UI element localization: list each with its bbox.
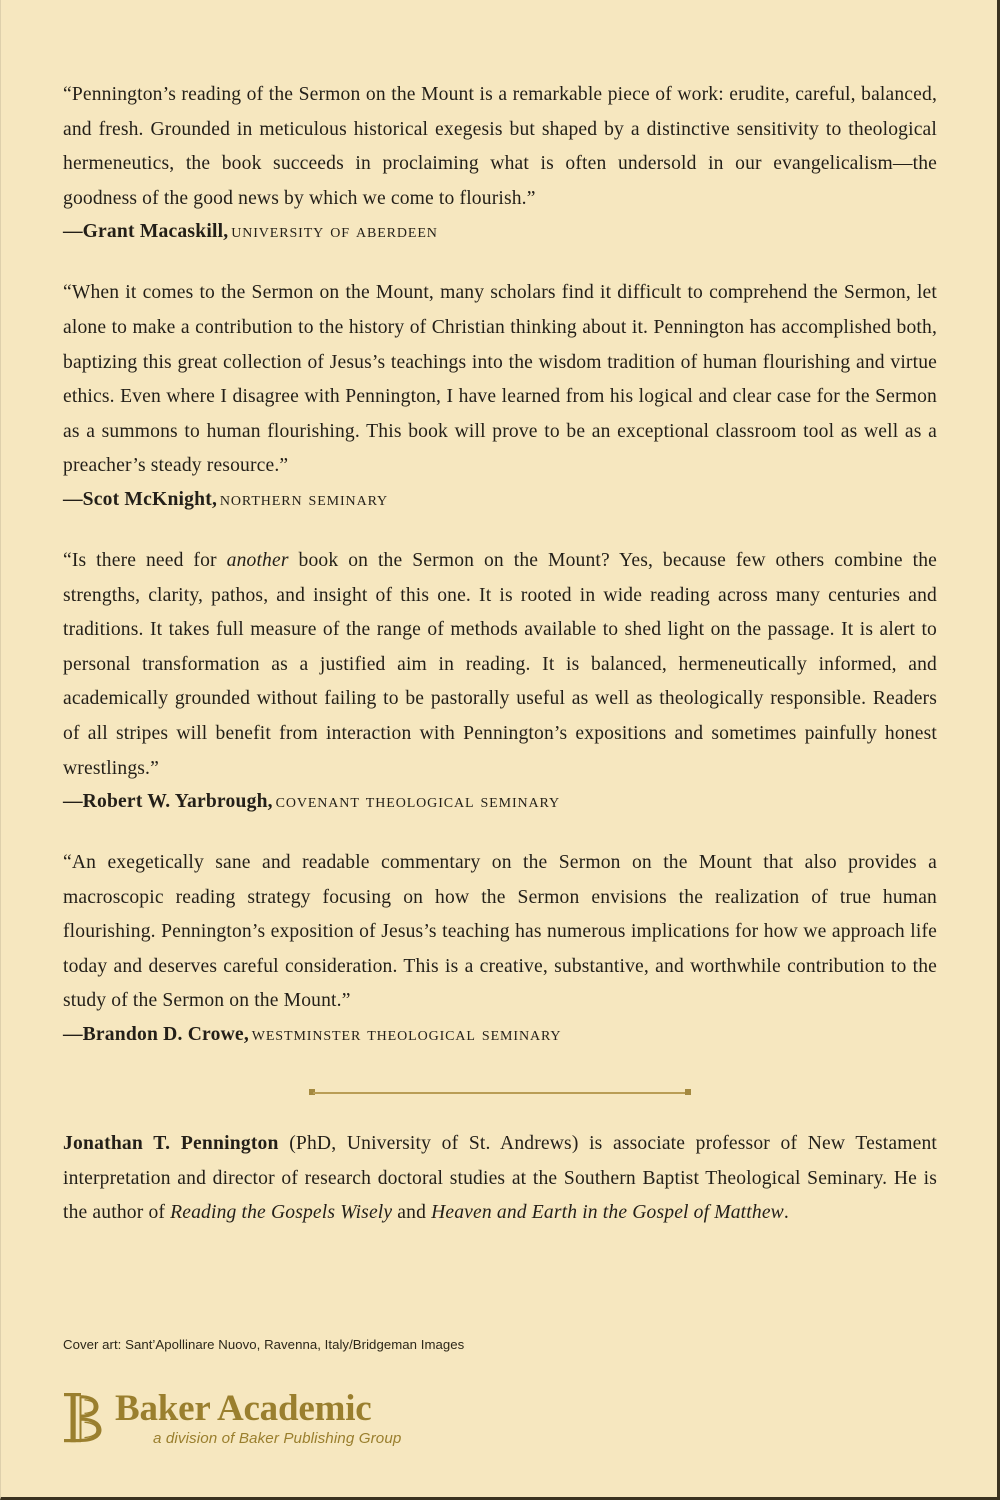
divider-rule (309, 1088, 691, 1096)
author-book-title-2: Heaven and Earth in the Gospel of Matthew (431, 1202, 784, 1224)
endorsement-block (63, 846, 937, 1050)
endorsement-quote: “An exegetically sane and readable commentary on the Sermon on the Mount that also provides a macroscopic reading strategy focusing on how the Sermon envisions the realization of true human flourishing. Pennington’s exposition of Jesus’s teaching has numerous implications for how we approach life today and deserves careful consideration. This is a creative, substantive, and worthwhile contribution to the study of the Sermon on the Mount.” (63, 852, 937, 1012)
divider-cap-right-icon (685, 1089, 691, 1095)
endorsement-quote: “Pennington’s reading of the Sermon on the Mount is a remarkable piece of work: erudite, careful, balanced, and fresh. Grounded in meticulous historical exegesis but shaped by a distinctive sensitivity to theological hermeneutics, the book succeeds in proclaiming what is often undersold in our evangelicalism—the goodness of the good news by which we come to flourish.” (63, 84, 937, 209)
author-book-title-1: Reading the Gospels Wisely (170, 1202, 393, 1224)
endorsement-quote: “Is there need for another book on the Sermon on the Mount? Yes, because few others combine the strengths, clarity, pathos, and insight of this one. It is rooted in wide reading across many centuries and traditions. It takes full measure of the range of methods available to shed light on the passage. It is alert to personal transformation as a justified aim in reading. It is balanced, hermeneutically informed, and academically grounded without failing to be pastorally useful as well as theologically responsible. Readers of all stripes will benefit from interaction with Pennington’s expositions and sometimes painfully honest wrestlings.” (63, 549, 937, 779)
endorser-name: Scot McKnight (82, 488, 212, 510)
endorser-name: Brandon D. Crowe (82, 1024, 244, 1046)
attribution-dash: — (63, 221, 83, 243)
publisher-logo-text (115, 1386, 401, 1449)
endorser-institution: university of aberdeen (231, 220, 438, 243)
publisher-wordmark: Baker Academic (115, 1388, 372, 1429)
endorsement-block (63, 544, 937, 817)
attribution-dash: — (63, 488, 83, 510)
attribution-separator: , (223, 221, 229, 243)
endorser-institution: northern seminary (219, 487, 389, 510)
endorser-name: Grant Macaskill (82, 221, 224, 243)
endorsement-block (63, 276, 937, 515)
publisher-logo (61, 1386, 401, 1449)
endorsement-emphasis: another (226, 549, 289, 571)
attribution-separator: , (267, 791, 273, 813)
author-name: Jonathan T. Pennington (63, 1133, 279, 1155)
publisher-tagline: a division of Baker Publishing Group (153, 1430, 402, 1447)
author-bio: Jonathan T. Pennington (PhD, University of St. Andrews) is associate professor of New Testament interpretation and director of research doctoral studies at the Southern Baptist Theological Seminary. He is the author of Reading the Gospels Wisely and Heaven and Earth in the Gospel of Matthew. (63, 1133, 937, 1224)
endorsement-attribution (63, 216, 937, 247)
endorsement-block (63, 78, 937, 247)
endorser-institution: covenant theological seminary (275, 790, 561, 813)
section-divider (63, 1079, 937, 1105)
divider-line (313, 1092, 687, 1094)
endorsements-section (63, 78, 937, 1050)
attribution-separator: , (243, 1024, 249, 1046)
cover-art-credit: Cover art: Sant’Apollinare Nuovo, Ravenna, Italy/Bridgeman Images (63, 1337, 465, 1352)
endorsement-attribution (63, 484, 937, 515)
attribution-separator: , (212, 488, 217, 510)
endorser-name: Robert W. Yarbrough (82, 791, 268, 813)
endorser-institution: westminster theological seminary (251, 1023, 562, 1046)
endorsement-attribution (63, 1019, 937, 1050)
baker-b-monogram-icon (61, 1388, 109, 1448)
endorsement-quote: “When it comes to the Sermon on the Mount, many scholars find it difficult to comprehend the Sermon, let alone to make a contribution to the history of Christian thinking about it. Pennington has accomplished both, baptizing this great collection of Jesus’s teachings into the wisdom tradition of human flourishing and virtue ethics. Even where I disagree with Pennington, I have learned from his logical and clear case for the Sermon as a summons to human flourishing. This book will prove to be an exceptional classroom tool as well as a preacher’s steady resource.” (63, 282, 937, 477)
attribution-dash: — (63, 1024, 83, 1046)
attribution-dash: — (63, 791, 83, 813)
endorsement-attribution (63, 786, 937, 817)
